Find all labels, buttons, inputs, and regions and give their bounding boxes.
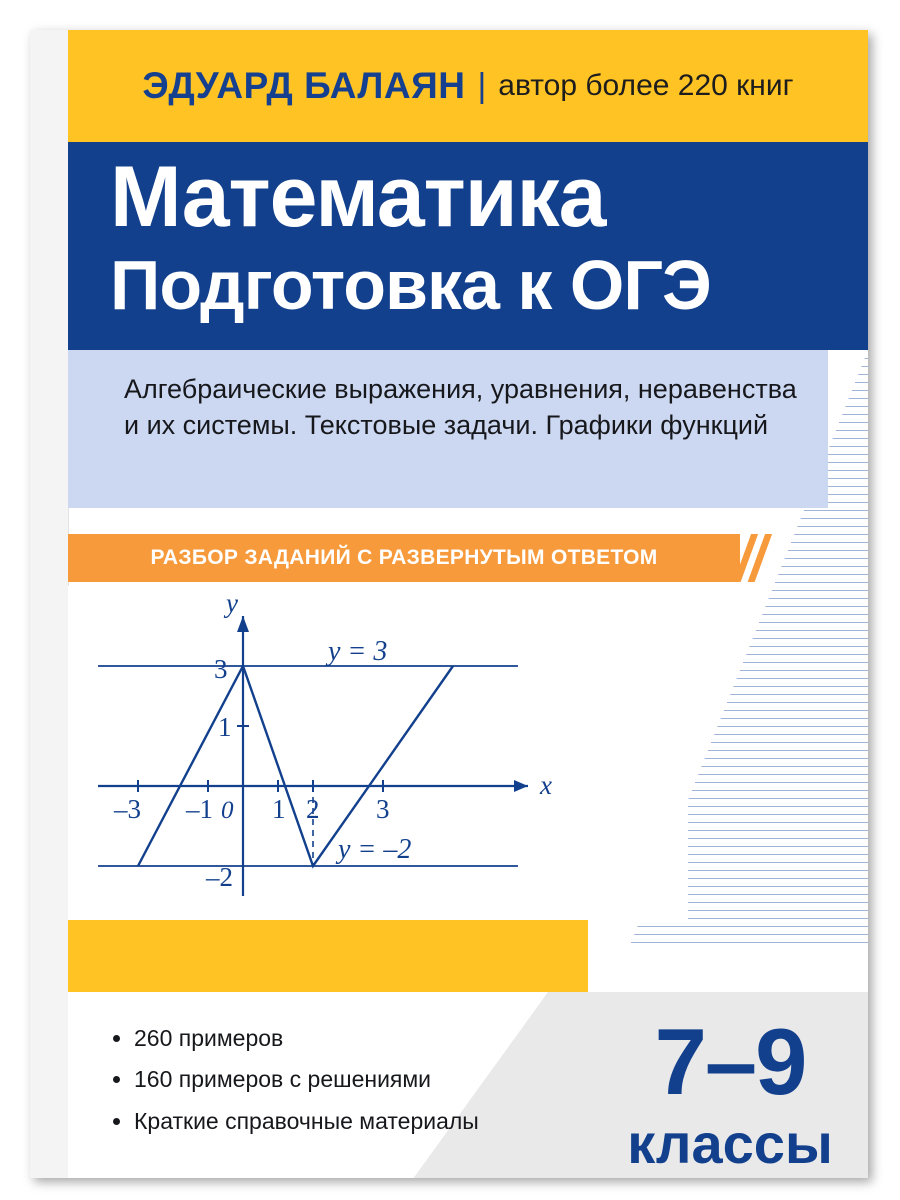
ribbon-slashes-icon	[740, 534, 772, 582]
author-band	[68, 30, 868, 142]
cover-spine	[30, 30, 69, 1178]
svg-text:y = –2: y = –2	[338, 834, 412, 865]
ribbon-text: РАЗБОР ЗАДАНИЙ С РАЗВЕРНУТЫМ ОТВЕТОМ	[150, 546, 658, 569]
title-main: Математика	[110, 149, 606, 245]
grade-word: классы	[627, 1112, 833, 1175]
author-line	[68, 30, 868, 142]
svg-text:–3: –3	[114, 794, 141, 824]
ribbon-banner	[68, 534, 740, 582]
author-subtitle: автор более 220 книг	[498, 69, 794, 102]
title-block	[68, 142, 868, 350]
svg-text:1: 1	[218, 712, 232, 742]
description-text: Алгебраические выражения, уравнения, неравенства и их системы. Текстовые задачи. Графики функций	[124, 374, 797, 440]
author-name: ЭДУАРД БАЛАЯН	[142, 65, 466, 106]
bottom-yellow-band	[68, 920, 588, 992]
description-block	[68, 350, 828, 508]
svg-text:–1: –1	[186, 794, 213, 824]
svg-text:1: 1	[272, 794, 286, 824]
svg-text:x: x	[540, 770, 552, 800]
graph-svg	[68, 586, 688, 926]
svg-text:–2: –2	[206, 862, 233, 892]
function-graph	[68, 586, 688, 926]
list-item: • 160 примеров с решениями	[134, 1063, 510, 1096]
grade-number: 7–9	[654, 1009, 806, 1114]
svg-text:y = 3: y = 3	[328, 636, 388, 667]
svg-text:y: y	[226, 588, 238, 618]
grade-badge	[590, 1009, 868, 1175]
list-item: • 260 примеров	[134, 1022, 510, 1055]
features-list	[110, 1022, 510, 1146]
svg-text:3: 3	[214, 654, 228, 684]
svg-text:0: 0	[221, 797, 234, 824]
book-cover	[30, 30, 868, 1178]
author-separator: |	[477, 66, 487, 105]
list-item: • Краткие справочные материалы	[134, 1105, 510, 1138]
title-subtitle: Подготовка к ОГЭ	[110, 246, 711, 324]
svg-text:2: 2	[306, 794, 320, 824]
svg-text:3: 3	[376, 794, 390, 824]
